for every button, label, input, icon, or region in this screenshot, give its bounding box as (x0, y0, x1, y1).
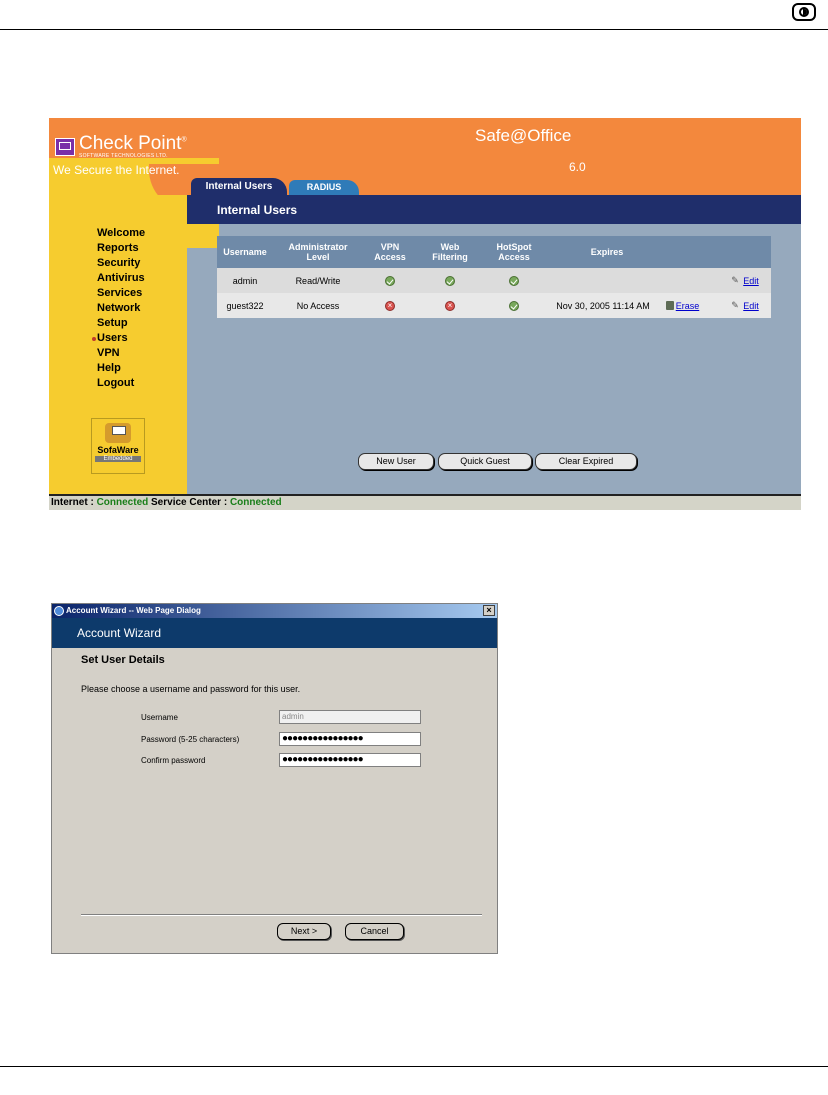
sidebar-item-reports[interactable]: Reports (97, 242, 139, 254)
service-center-value: Connected (229, 497, 282, 508)
edit-link[interactable] (725, 293, 765, 318)
clear-expired-button[interactable]: Clear Expired (535, 453, 637, 470)
table-row (217, 268, 771, 293)
new-user-button[interactable]: New User (358, 453, 434, 470)
dialog-title: Account Wizard -- Web Page Dialog (66, 606, 201, 615)
sofaware-logo (91, 418, 145, 474)
cell-username: guest322 (226, 300, 264, 311)
account-wizard-dialog (51, 603, 498, 954)
col-expires: Expires (590, 247, 624, 257)
edit-link-label: Edit (743, 300, 759, 311)
cell-level: No Access (296, 300, 340, 311)
password-field[interactable]: ●●●●●●●●●●●●●●●● (279, 732, 421, 746)
checkpoint-logo-icon (55, 138, 75, 156)
brand-name: Check Point® (79, 133, 187, 154)
username-label: Username (141, 713, 178, 722)
next-button[interactable]: Next > (277, 923, 331, 940)
service-center-label: Service Center : (151, 497, 228, 508)
cell-web (427, 268, 473, 293)
check-icon (385, 276, 395, 286)
product-version: 6.0 (569, 160, 586, 174)
quick-guest-button[interactable]: Quick Guest (438, 453, 532, 470)
tab-radius[interactable]: RADIUS (289, 180, 359, 195)
username-field[interactable]: admin (279, 710, 421, 724)
confirm-password-label: Confirm password (141, 756, 206, 765)
table-header (217, 236, 771, 268)
trash-icon (666, 301, 674, 310)
cancel-button[interactable]: Cancel (345, 923, 404, 940)
wizard-subtitle: Set User Details (81, 654, 165, 666)
safe-office-screenshot (49, 118, 801, 510)
sidebar-item-logout[interactable]: Logout (97, 377, 135, 389)
status-bar (49, 494, 801, 510)
divider (81, 914, 482, 916)
sidebar-item-services[interactable]: Services (97, 287, 143, 299)
sidebar-item-users-label: Users (97, 332, 128, 344)
cell-expires: Nov 30, 2005 11:14 AM (556, 300, 650, 311)
sidebar-item-welcome[interactable]: Welcome (97, 227, 146, 239)
x-icon: × (385, 301, 395, 311)
sidebar-item-users[interactable] (97, 331, 145, 346)
internet-status-label: Internet : (51, 497, 94, 508)
cell-vpn (367, 293, 413, 318)
edit-link-label: Edit (743, 275, 759, 286)
cell-hotspot (487, 268, 541, 293)
x-icon: × (445, 301, 455, 311)
sidebar-nav (97, 226, 145, 391)
confirm-password-field[interactable]: ●●●●●●●●●●●●●●●● (279, 753, 421, 767)
check-icon (445, 276, 455, 286)
users-table (217, 236, 771, 318)
active-bullet-icon (92, 337, 96, 341)
erase-link-label: Erase (675, 300, 700, 311)
password-label: Password (5-25 characters) (141, 735, 240, 744)
col-web-filtering: Web Filtering (432, 242, 468, 262)
section-title: Internal Users (217, 203, 298, 217)
product-name: Safe@Office (475, 126, 572, 145)
brand-company: SOFTWARE TECHNOLOGIES LTD. (79, 153, 168, 159)
pencil-icon: ✎ (731, 275, 739, 285)
cell-web (427, 293, 473, 318)
internet-status-value: Connected (96, 497, 149, 508)
tab-internal-users[interactable]: Internal Users (191, 178, 287, 195)
col-hotspot-access: HotSpot Access (496, 242, 532, 262)
cell-username: admin (232, 275, 258, 286)
col-admin-level: Administrator Level (288, 242, 348, 262)
sofaware-sub: Embedded (95, 456, 141, 462)
ie-icon (54, 606, 64, 616)
sidebar-item-antivirus[interactable]: Antivirus (97, 272, 145, 284)
sidebar-item-setup[interactable]: Setup (97, 317, 128, 329)
sidebar-item-security[interactable]: Security (97, 257, 141, 269)
sidebar-item-vpn[interactable]: VPN (97, 347, 120, 359)
check-icon (509, 276, 519, 286)
edit-link[interactable] (725, 268, 765, 293)
cell-level: Read/Write (295, 275, 341, 286)
dialog-titlebar (52, 604, 497, 618)
table-row (217, 293, 771, 318)
sofa-icon (105, 423, 131, 443)
top-rule (0, 29, 828, 30)
erase-link[interactable] (660, 293, 705, 318)
sidebar-item-help[interactable]: Help (97, 362, 121, 374)
pencil-icon: ✎ (731, 300, 739, 310)
col-username: Username (223, 247, 267, 257)
brand-tagline: We Secure the Internet. (53, 163, 180, 177)
close-icon[interactable]: × (483, 605, 495, 616)
wizard-header-title: Account Wizard (77, 626, 162, 640)
col-vpn-access: VPN Access (374, 242, 406, 262)
cell-hotspot (487, 293, 541, 318)
wizard-instructions: Please choose a username and password for this user. (81, 684, 301, 694)
sofaware-name: SofaWare (97, 445, 139, 455)
cell-vpn (367, 268, 413, 293)
bottom-rule (0, 1066, 828, 1067)
manual-logo-icon (792, 3, 816, 21)
sidebar-item-network[interactable]: Network (97, 302, 141, 314)
check-icon (509, 301, 519, 311)
